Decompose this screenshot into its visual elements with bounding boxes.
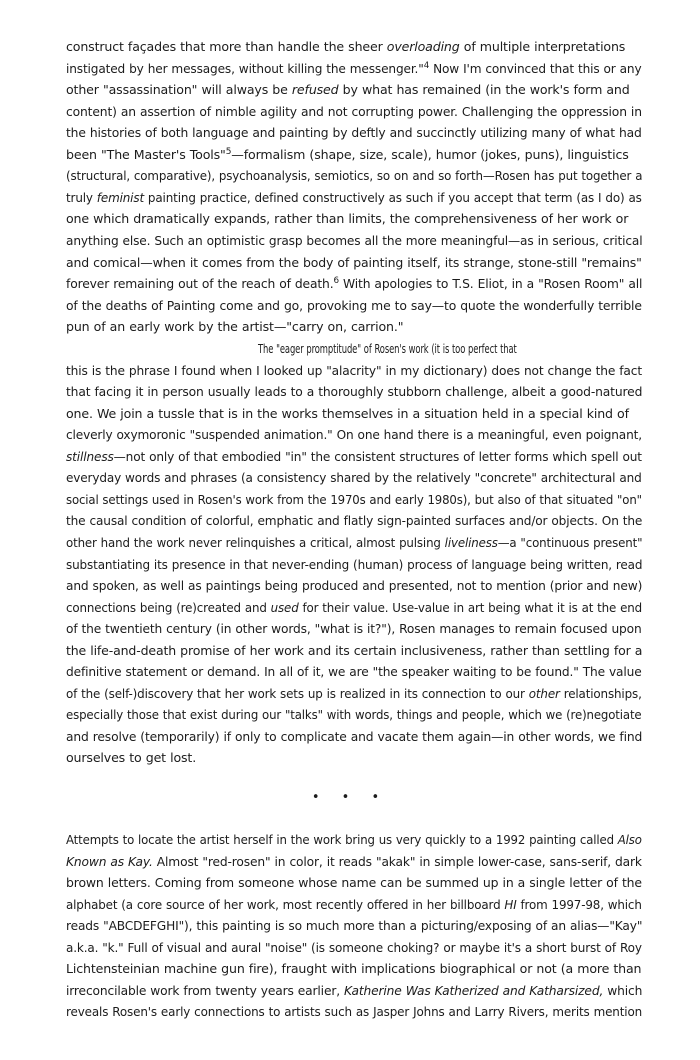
text-line	[66, 1004, 643, 1020]
text-segment: ourselves to get lost.	[66, 750, 197, 766]
emphasis-text: Known as Kay.	[66, 853, 153, 869]
text-segment: been "The Master's Tools"	[66, 146, 226, 162]
text-line	[66, 39, 642, 55]
text-line	[66, 147, 642, 163]
text-line	[66, 599, 642, 616]
text-line	[66, 918, 643, 934]
text-segment: the life-and-death promise of her work and its certain inclusiveness, rather than settling for a	[66, 642, 643, 658]
text-line	[66, 875, 642, 891]
text-segment: a.k.a. "k." Full of visual and aural "noise" (is someone choking? or maybe it's a short burst of Roy	[66, 939, 642, 955]
text-segment: of the (self-)discovery that her work sets up is realized in its connection to our	[66, 685, 529, 701]
text-line	[66, 319, 642, 335]
emphasis-text: overloading	[386, 39, 460, 54]
text-segment: of multiple interpretations	[459, 39, 626, 54]
text-line	[66, 427, 642, 443]
text-segment: other "assassination" will always be	[66, 82, 292, 98]
text-segment: The "eager promptitude" of Rosen's work (it is too perfect that	[258, 341, 517, 356]
text-segment: —a "continuous present"	[497, 534, 643, 550]
text-line	[258, 341, 642, 357]
text-line	[66, 211, 642, 227]
text-segment: social settings used in Rosen's work from the 1970s and early 1980s), but also of that situated "on"	[66, 491, 642, 507]
text-segment: of the twentieth century (in other words, "what is it?"), Rosen manages to remain focused upon	[66, 621, 642, 637]
text-segment: for their value. Use-value in art being what it is at the end	[298, 599, 642, 615]
text-segment: content) an assertion of nimble agility and not corrupting power. Challenging the oppression in	[66, 103, 642, 119]
text-line	[66, 664, 642, 680]
text-segment: relationships,	[559, 685, 642, 701]
text-segment: and spoken, as well as paintings being produced and presented, not to mention (prior and new)	[66, 578, 643, 594]
section-separator: • • •	[311, 790, 389, 805]
text-segment: Now I'm convinced that this or any	[429, 60, 642, 76]
text-line	[66, 448, 642, 465]
text-segment: this is the phrase I found when I looked up "alacrity" in my dictionary) does not change the fact	[66, 362, 642, 378]
text-line	[66, 103, 642, 120]
text-line	[66, 961, 642, 977]
text-segment: especially those that exist during our "talks" with words, things and people, which we (re)negotiate	[66, 707, 642, 723]
text-line	[66, 513, 643, 529]
text-segment: that facing it in person usually leads to a thoroughly stubborn challenge, albeit a good-natured	[66, 384, 643, 400]
text-line	[66, 642, 643, 659]
emphasis-text: liveliness	[444, 534, 498, 550]
text-line	[66, 60, 642, 77]
text-line	[66, 82, 642, 98]
text-segment: Almost "red-rosen" in color, it reads "akak" in simple lower-case, sans-serif, dark	[152, 853, 642, 869]
text-line	[66, 578, 643, 594]
text-segment: reads "ABCDEFGHI"), this painting is so much more than a picturing/exposing of an alias—"Kay"	[66, 918, 643, 934]
emphasis-text: Also	[617, 832, 642, 847]
text-line	[66, 254, 642, 271]
text-segment: brown letters. Coming from someone whose name can be summed up in a single letter of the	[66, 875, 642, 891]
text-segment: instigated by her messages, without killing the messenger."	[66, 60, 424, 76]
footnote-marker: 4	[423, 60, 430, 71]
text-segment: anything else. Such an optimistic grasp becomes all the more meaningful—as in serious, critical	[66, 232, 643, 248]
text-line	[66, 276, 643, 292]
text-line	[66, 982, 643, 999]
text-line	[66, 362, 642, 379]
emphasis-text: HI	[504, 896, 517, 912]
text-segment: reveals Rosen's early connections to artists such as Jasper Johns and Larry Rivers, merits mention	[66, 1004, 643, 1020]
text-segment: other hand the work never relinquishes a critical, almost pulsing	[66, 534, 445, 550]
emphasis-text: stillness	[66, 448, 114, 464]
text-line	[66, 470, 642, 486]
text-segment: painting practice, defined constructively as such if you accept that term (as I do) as	[143, 189, 642, 205]
text-segment: one. We join a tussle that is in the works themselves in a situation held in a special kind of	[66, 405, 629, 421]
text-line	[66, 297, 642, 314]
text-line	[66, 491, 642, 508]
text-line	[66, 384, 643, 400]
emphasis-text: refused	[291, 82, 339, 98]
text-segment: irreconcilable work from twenty years earlier,	[66, 982, 345, 998]
text-line	[66, 728, 643, 745]
text-segment: —formalism (shape, size, scale), humor (jokes, puns), linguistics	[231, 146, 629, 162]
text-line	[66, 189, 642, 206]
text-segment: construct façades that more than handle the sheer	[66, 39, 387, 54]
text-line	[66, 939, 642, 956]
text-segment: of the deaths of Painting come and go, provoking me to say—to quote the wonderfully terrible	[66, 297, 642, 313]
text-segment: one which dramatically expands, rather than limits, the comprehensiveness of her work or	[66, 211, 629, 227]
text-line	[66, 685, 642, 702]
footnote-marker: 6	[333, 276, 339, 287]
text-segment: (structural, comparative), psychoanalysis, semiotics, so on and so forth—Rosen has put together a	[66, 168, 643, 184]
text-segment: Lichtensteinian machine gun fire), fraught with implications biographical or not (a more than	[66, 961, 642, 977]
text-line	[66, 125, 642, 141]
text-line	[66, 853, 642, 870]
text-segment: forever remaining out of the reach of death.	[66, 276, 334, 292]
text-segment: the histories of both language and painting by deftly and succinctly utilizing many of what had	[66, 125, 642, 141]
text-segment: substantiating its presence in that never-ending (human) process of language being written, read	[66, 556, 643, 572]
text-line	[66, 707, 642, 723]
text-segment: by what has remained (in the work's form and	[338, 82, 630, 98]
text-segment: With apologies to T.S. Eliot, in a "Rosen Room" all	[338, 276, 643, 292]
emphasis-text: other	[528, 685, 560, 701]
emphasis-text: used	[270, 599, 299, 615]
text-line	[66, 832, 642, 848]
text-segment: everyday words and phrases (a consistency shared by the relatively "concrete" architectural and	[66, 470, 642, 486]
text-segment: and resolve (temporarily) if only to complicate and vacate them again—in other words, we find	[66, 728, 643, 744]
text-segment: which	[603, 982, 643, 998]
text-line	[66, 406, 642, 422]
text-line	[66, 896, 642, 913]
text-line	[66, 168, 643, 184]
text-segment: truly	[66, 189, 97, 205]
text-line	[66, 534, 643, 551]
emphasis-text: feminist	[96, 189, 144, 205]
text-segment: Attempts to locate the artist herself in the work bring us very quickly to a 1992 painting called	[66, 832, 618, 847]
text-segment: alphabet (a core source of her work, most recently offered in her billboard	[66, 896, 505, 912]
emphasis-text: Katherine Was Katherized and Katharsized,	[344, 982, 604, 998]
text-line	[66, 750, 642, 766]
text-segment: definitive statement or demand. In all of it, we are "the speaker waiting to be found." The value	[66, 664, 642, 680]
text-segment: pun of an early work by the artist—"carry on, carrion."	[66, 319, 404, 335]
text-line	[66, 556, 643, 573]
text-line	[66, 621, 642, 637]
text-segment: —not only of that embodied "in" the consistent structures of letter forms which spell out	[113, 448, 642, 464]
text-segment: and comical—when it comes from the body of painting itself, its strange, stone-still "remains"	[66, 254, 642, 270]
text-segment: connections being (re)created and	[66, 599, 271, 615]
footnote-marker: 5	[225, 146, 232, 157]
text-line	[66, 232, 643, 249]
text-segment: cleverly oxymoronic "suspended animation." On one hand there is a meaningful, even poignant,	[66, 427, 642, 443]
text-segment: from 1997-98, which	[516, 896, 642, 912]
text-segment: the causal condition of colorful, emphatic and flatly sign-painted surfaces and/or objects. On the	[66, 513, 643, 529]
